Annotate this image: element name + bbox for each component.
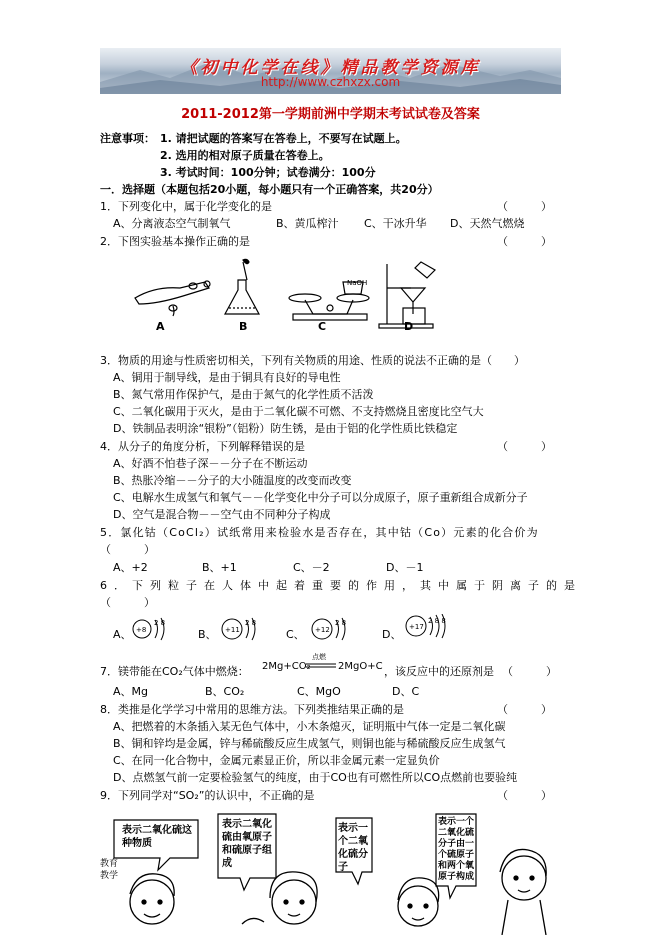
q7-equation-right: 2MgO+C	[338, 661, 383, 672]
document-title: 2011-2012第一学期前洲中学期末考试试卷及答案	[181, 107, 480, 122]
q6-option-c-letter: C、	[286, 628, 305, 641]
q4-answer-paren: （ ）	[497, 440, 552, 453]
q1-stem: 1．下列变化中，属于化学变化的是	[100, 200, 272, 213]
notes-label: 注意事项：	[100, 132, 155, 145]
q8-option-d: D、点燃氢气前一定要检验氢气的纯度，由于CO也有可燃性所以CO点燃前也要验纯	[113, 771, 518, 784]
banner-url[interactable]: http://www.czhxzx.com	[260, 75, 401, 89]
q6-option-a-letter: A、	[113, 628, 132, 641]
q9-answer-paren: （ ）	[497, 789, 552, 802]
q4-stem: 4．从分子的角度分析，下列解释错误的是	[100, 440, 305, 453]
footer-line-1: 教育	[100, 859, 119, 869]
filtration-stand-icon	[379, 262, 435, 328]
q9-stem: 9．下列同学对“SO₂”的认识中，不正确的是	[100, 789, 315, 802]
q3-option-a: A、铜用于制导线，是由于铜具有良好的导电性	[113, 371, 341, 384]
q5-option-a: A、+2	[113, 561, 148, 574]
bubble-text-2: 表示二氧化硫由氧原子和硫原子组成	[222, 819, 272, 869]
q5-stem: 5．氯化钴（CoCl₂）试纸常用来检验水是否存在，其中钴（Co）元素的化合价为	[100, 526, 539, 539]
q2-label-c: C	[318, 320, 327, 333]
header-banner	[100, 48, 561, 94]
q3-option-d: D、铁制品表明涂“银粉”（铝粉）防生锈，是由于铝的化学性质比铁稳定	[113, 422, 458, 435]
q4-option-b: B、热胀冷缩－－分子的大小随温度的改变而改变	[113, 474, 352, 487]
q8-answer-paren: （ ）	[497, 703, 552, 716]
q7-answer-paren: （ ）	[502, 665, 557, 678]
bubble-text-1: 表示二氧化硫这种物质	[122, 825, 192, 849]
q6-answer-paren: （ ）	[100, 596, 155, 609]
q2-lab-diagram	[125, 258, 445, 338]
dropper-testtube-icon	[135, 281, 210, 316]
atom-d-nucleus: +17	[409, 623, 424, 631]
atom-c-shells: 2 8	[335, 619, 347, 627]
q5-answer-paren: （ ）	[100, 543, 155, 556]
atom-b-nucleus: +11	[225, 626, 240, 634]
footer-line-2: 教学	[100, 871, 119, 881]
atom-b-shells: 2 8	[245, 619, 257, 627]
flask-heating-icon	[225, 259, 259, 314]
q6-option-b-letter: B、	[198, 628, 217, 641]
note-item-1: 1. 请把试题的答案写在答卷上，不要写在试题上。	[160, 132, 407, 145]
q4-option-c: C、电解水生成氢气和氧气－－化学变化中分子可以分成原子，原子重新组合成新分子	[113, 491, 528, 504]
q7-option-c: C、MgO	[297, 685, 341, 698]
q8-stem: 8．类推是化学学习中常用的思维方法。下列类推结果正确的是	[100, 703, 404, 716]
q7-option-a: A、Mg	[113, 685, 148, 698]
balance-scale-icon	[289, 282, 369, 320]
q2-label-b: B	[239, 320, 248, 333]
q1-option-d: D、天然气燃烧	[450, 217, 525, 230]
q6-option-d-letter: D、	[382, 628, 402, 641]
q1-option-c: C、干冰升华	[364, 217, 427, 230]
q4-option-d: D、空气是混合物－－空气由不同种分子构成	[113, 508, 331, 521]
q2-label-d: D	[404, 320, 414, 333]
q5-option-b: B、+1	[202, 561, 237, 574]
equals-arrow-icon	[306, 662, 336, 670]
q7-equation-condition: 点燃	[312, 653, 326, 661]
q8-option-c: C、在同一化合物中，金属元素显正价，所以非金属元素一定显负价	[113, 754, 440, 767]
q7-stem-tail: ，该反应中的还原剂是	[384, 665, 494, 678]
q3-stem: 3．物质的用途与性质密切相关，下列有关物质的用途、性质的说法不正确的是（ ）	[100, 354, 525, 367]
q4-option-a: A、好酒不怕巷子深－－分子在不断运动	[113, 457, 308, 470]
q1-option-b: B、黄瓜榨汁	[276, 217, 339, 230]
q8-option-a: A、把燃着的木条插入某无色气体中，小木条熄灭，证明瓶中气体一定是二氧化碳	[113, 720, 506, 733]
q7-stem: 7．镁带能在CO₂气体中燃烧：	[100, 665, 249, 678]
q5-option-c: C、－2	[293, 561, 330, 574]
q7-equation-left: 2Mg+CO₂	[262, 661, 311, 672]
note-item-2: 2. 选用的相对原子质量在答卷上。	[160, 149, 330, 162]
q2-answer-paren: （ ）	[497, 235, 552, 248]
atom-d-shells: 2 8 8	[428, 617, 446, 625]
atom-c-nucleus: +12	[315, 626, 330, 634]
atom-a-nucleus: +8	[136, 626, 147, 634]
note-item-3: 3. 考试时间：100分钟；试卷满分：100分	[160, 166, 376, 179]
section-heading: 一．选择题（本题包括20小题，每小题只有一个正确答案，共20分）	[100, 183, 439, 196]
naoh-label: NaOH	[347, 279, 368, 287]
q6-stem: 6．下列粒子在人体中起着重要的作用，其中属于阴离子的是	[100, 579, 582, 592]
q6-atom-structures	[130, 614, 460, 648]
atom-a-shells: 2 8	[154, 619, 166, 627]
bubble-text-4: 表示一个二氧化硫分子由一个硫原子和两个氧原子构成	[438, 817, 475, 882]
q1-answer-paren: （ ）	[497, 200, 552, 213]
q3-option-b: B、氮气常用作保护气，是由于氮气的化学性质不活泼	[113, 388, 374, 401]
q8-option-b: B、铜和锌均是金属，锌与稀硫酸反应生成氢气，则铜也能与稀硫酸反应生成氢气	[113, 737, 506, 750]
banner-title: 《初中化学在线》精品教学资源库	[180, 58, 481, 78]
q2-stem: 2．下图实验基本操作正确的是	[100, 235, 250, 248]
q7-option-b: B、CO₂	[205, 685, 245, 698]
q1-option-a: A、分离液态空气制氧气	[113, 217, 231, 230]
q3-option-c: C、二氧化碳用于灭火，是由于二氧化碳不可燃、不支持燃烧且密度比空气大	[113, 405, 484, 418]
bubble-text-3: 表示一个二氧化硫分子	[338, 823, 368, 873]
q7-option-d: D、C	[392, 685, 420, 698]
q2-label-a: A	[156, 320, 165, 333]
q5-option-d: D、－1	[386, 561, 424, 574]
